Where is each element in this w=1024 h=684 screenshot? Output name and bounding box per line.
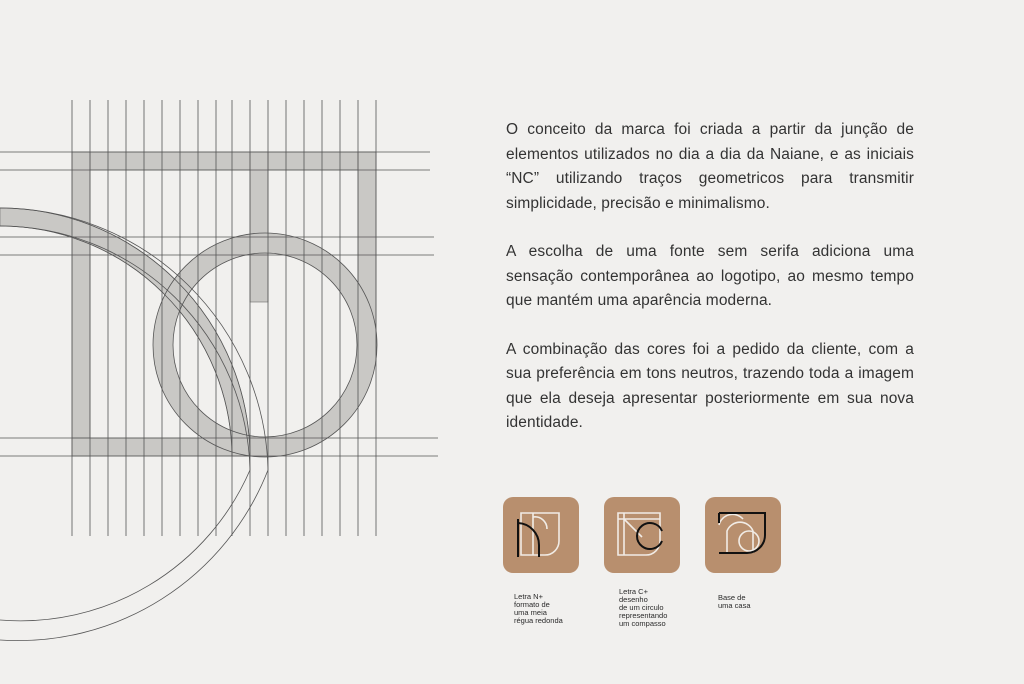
tile-letter-c [604,497,680,573]
letter-c-icon [604,497,680,573]
tile-house-base [705,497,781,573]
outline-arcs [0,208,268,641]
house-base-icon [705,497,781,573]
caption-letter-n: Letra N+ formato de uma meia régua redonda [514,592,563,625]
paragraph-concept: O conceito da marca foi criada a partir da junção de elementos utilizados no dia a dia da Naiane, e as iniciais “NC” utilizando traços geometricos para transmitir simplicidade, precisão e minimalismo. [506,121,914,212]
middle-vertical-bar [250,152,268,302]
left-bar [72,152,90,456]
top-bar [72,152,376,170]
letter-n-icon [503,497,579,573]
concept-description [506,118,914,460]
paragraph-colors: A combinação das cores foi a pedido da cliente, com a sua preferência em tons neutros, trazendo toda a imagem que ela deseja apresentar posteriormente em sua nova identidade. [506,340,914,431]
paragraph-font: A escolha de uma fonte sem serifa adiciona uma sensação contemporânea ao logotipo, ao mesmo tempo que mantém uma aparência moderna. [506,243,914,309]
tile-letter-n [503,497,579,573]
logo-construction-grid [0,0,460,684]
caption-house-base: Base de uma casa [718,593,751,610]
caption-letter-c: Letra C+ desenho de um circulo representando um compasso [619,587,668,628]
arc-band [0,208,250,456]
